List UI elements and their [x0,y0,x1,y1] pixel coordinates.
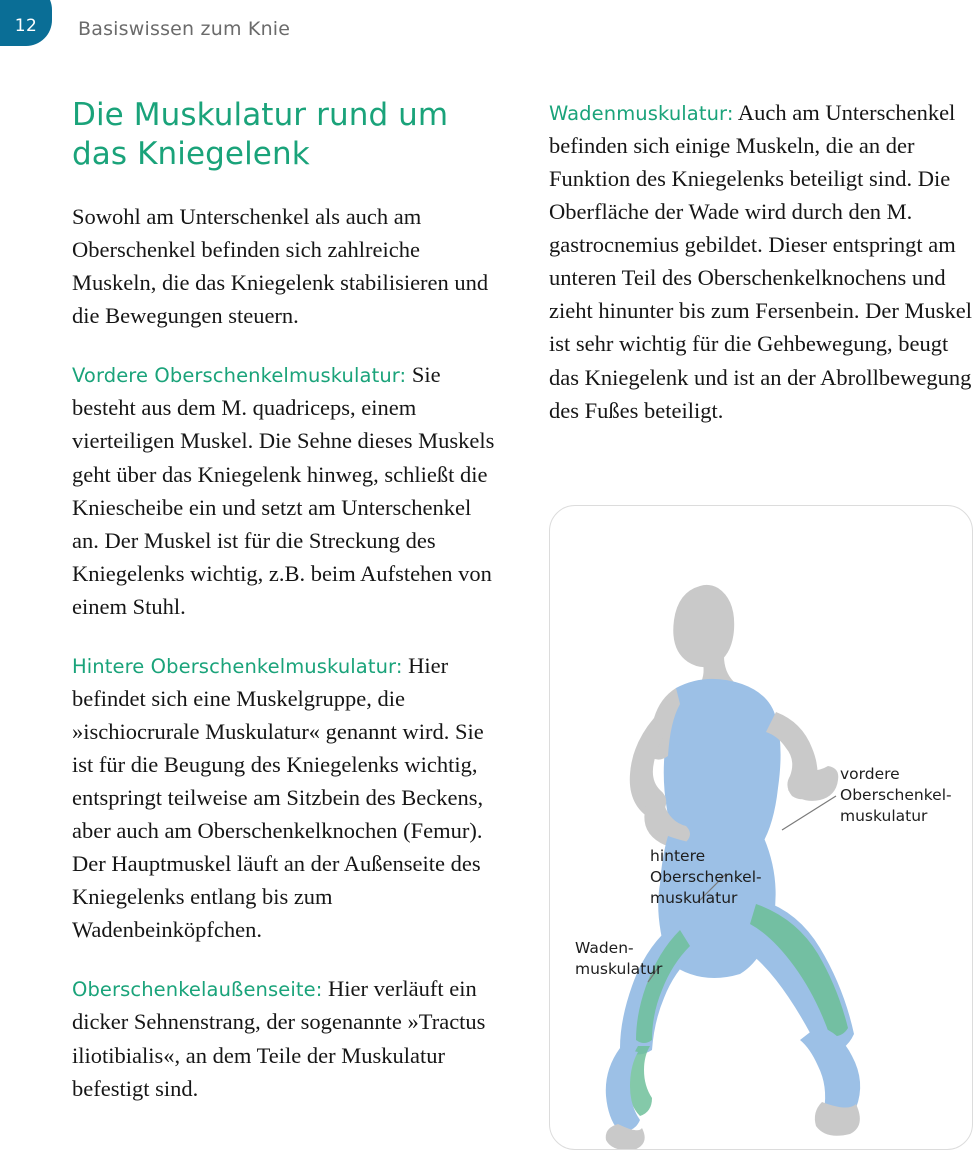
running-title: Basiswissen zum Knie [78,18,291,40]
paragraph-calf-body: Auch am Unterschenkel befinden sich einige Muskeln, die an der Funktion des Kniegelenks beteiligt sind. Die Oberfläche der Wade wird durch den M. gastrocnemius gebildet. Dieser entspringt am unteren Teil des Oberschenkelknochens und zieht hinunter bis zum Fersenbein. Der Muskel ist sehr wichtig für die Gehbewegung, beugt das Kniegelenk und ist an der Abrollbewegung des Fußes beteiligt. [549,100,973,423]
figure-label-front-thigh: vordere Oberschenkel- muskulatur [840,765,952,825]
lead-in-front-thigh: Vordere Oberschenkelmuskulatur: [72,364,407,388]
paragraph-back-thigh [72,649,497,947]
paragraph-outer-thigh-body: Hier verläuft ein dicker Sehnenstrang, der sogenannte »Tractus iliotibialis«, an dem Teile der Muskulatur befestigt sind. [72,976,486,1101]
figure-label-back-thigh: hintere Oberschenkel- muskulatur [650,847,762,907]
page-header [0,0,978,62]
page-title: Die Muskulatur rund um das Kniegelenk [72,97,449,173]
paragraph-calf [549,96,973,427]
paragraph-outer-thigh [72,972,497,1104]
paragraph-front-thigh [72,358,497,623]
paragraph-front-thigh-body: Sie besteht aus dem M. quadriceps, einem vierteiligen Muskel. Die Sehne dieses Muskels geht über das Kniegelenk hinweg, schließt die Kniescheibe ein und setzt am Unterschenkel an. Der Muskel ist für die Streckung des Kniegelenks wichtig, z.B. beim Aufstehen von einem Stuhl. [72,362,495,619]
figure-label-calf: Waden- muskulatur [575,939,663,978]
right-column [549,96,973,427]
paragraph-back-thigh-body: Hier befindet sich eine Muskelgruppe, die »ischiocrurale Muskulatur« genannt wird. Sie ist für die Beugung des Kniegelenks wichtig, entspringt teilweise am Sitzbein des Beckens, aber auch am Oberschenkelknochen (Femur). Der Hauptmuskel läuft an der Außenseite des Kniegelenks entlang bis zum Wadenbeinköpfchen. [72,652,484,943]
lead-in-calf: Wadenmuskulatur: [549,102,734,125]
runner-muscle-illustration [550,506,973,1150]
left-column [72,96,497,1105]
lead-in-back-thigh: Hintere Oberschenkelmuskulatur: [72,654,403,678]
anatomy-illustration-card [549,505,973,1150]
page-number: 12 [14,16,38,36]
intro-paragraph: Sowohl am Unterschenkel als auch am Oberschenkel befinden sich zahlreiche Muskeln, die das Kniegelenk stabilisieren und die Bewegungen steuern. [72,204,489,329]
lead-in-outer-thigh: Oberschenkelaußenseite: [72,978,323,1002]
page-number-badge [0,0,52,46]
